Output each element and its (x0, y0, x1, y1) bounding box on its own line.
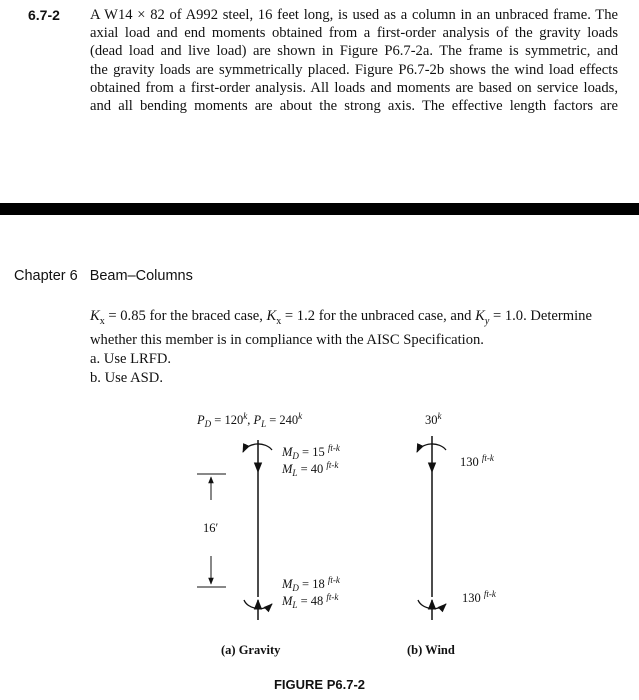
compliance-line: whether this member is in compliance with the AISC Specification. (90, 331, 484, 348)
kx-subscript: x (276, 315, 282, 327)
kx-subscript: x (99, 315, 105, 327)
problem-line: the gravity loads are symmetrically placed. Figure P6.7-2b shows the wind load effects (90, 61, 618, 78)
column-length-label: 16′ (203, 521, 219, 535)
effective-length-line: $K_x = 0.85$ for the braced case, $K_x = 1.2$ for the unbraced case, and $K_y = 1.0$. Determine (90, 308, 592, 327)
ky-text: = 1.0. Determine (489, 308, 592, 324)
chapter-number: Chapter 6 (14, 268, 78, 284)
list-item-lrfd: a. Use LRFD. (90, 350, 172, 367)
problem-line: axial load and end moments obtained from a first-order analysis of the gravity loads (90, 25, 618, 42)
problem-line: A W14 × 82 of A992 steel, 16 feet long, is used as a column in an unbraced frame. The (90, 7, 618, 23)
wind-caption: (b) Wind (407, 643, 455, 657)
problem-line: obtained from a first-order analysis. All loads and moments are based on service loads, (90, 79, 618, 96)
wind-bottom-moment-label: 130 $^{ft-k}$ (462, 589, 496, 605)
problem-continuation (90, 307, 618, 388)
problem-statement (90, 6, 618, 115)
wind-top-moment-label: 130 $^{ft-k}$ (460, 453, 494, 469)
gravity-axial-load-label: $P_D = 120^k$, $P_L = 240^k$ (197, 411, 303, 429)
list-item-asd: b. Use ASD. (90, 369, 163, 386)
gravity-top-ml-label: $M_L = 40$ $^{ft-k}$ (282, 460, 339, 478)
kx-unbraced-text: = 1.2 for the unbraced case, and (281, 308, 476, 324)
figure-p6-7-2 (0, 400, 639, 672)
chapter-header (14, 268, 193, 284)
figure-title: FIGURE P6.7-2 (273, 677, 366, 692)
gravity-top-md-label: $M_D = 15$ $^{ft-k}$ (282, 443, 340, 461)
problem-number: 6.7-2 (28, 7, 60, 23)
gravity-bottom-md-label: $M_D = 18$ $^{ft-k}$ (282, 575, 340, 593)
wind-diagram (407, 411, 497, 657)
problem-line: and all bending moments are about the strong axis. The effective length factors are (90, 98, 618, 115)
gravity-diagram (196, 411, 341, 657)
wind-axial-load-label: 30$^k$ (425, 411, 442, 427)
ky-subscript: y (484, 315, 490, 327)
problem-line: (dead load and live load) are shown in Figure P6.7-2a. The frame is symmetric, and (90, 43, 618, 60)
gravity-bottom-ml-label: $M_L = 48$ $^{ft-k}$ (282, 592, 339, 610)
gravity-caption: (a) Gravity (221, 643, 281, 657)
chapter-title: Beam–Columns (89, 268, 193, 284)
kx-braced-text: = 0.85 for the braced case, (104, 308, 267, 324)
page-break-bar (0, 203, 639, 215)
